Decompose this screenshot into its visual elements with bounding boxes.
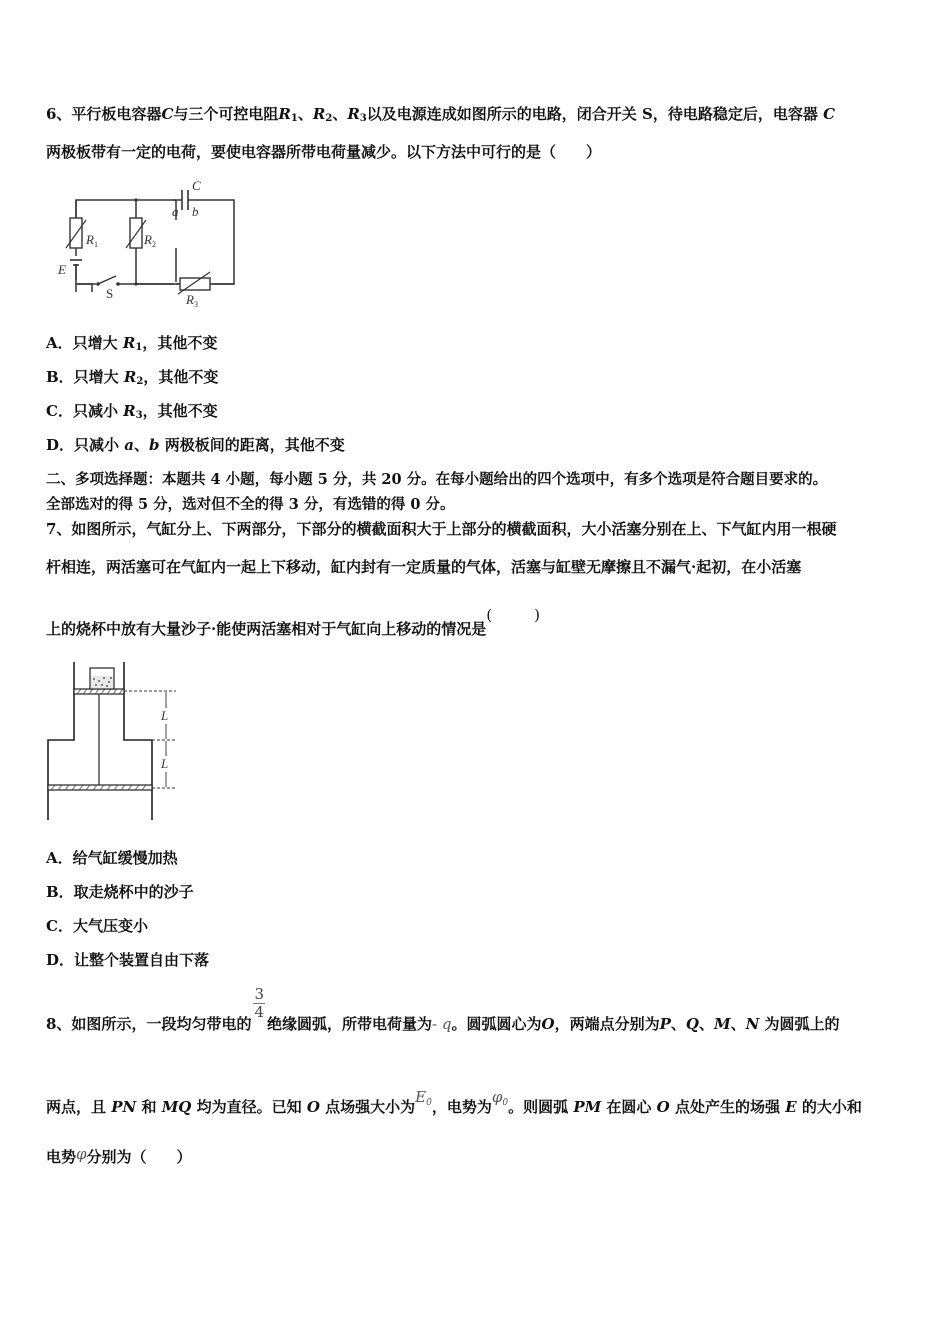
symbol-E0: $E_0$ [415,1088,432,1108]
q7-line-1: 7、如图所示，气缸分上、下两部分，下部分的横截面积大于上部分的横截面积，大小活塞分别在上、下气缸内用一根硬 [46,520,837,538]
section2-line-2: 全部选对的得 5 分，选对但不全的得 3 分，有选错的得 0 分。 [46,496,455,513]
q8-line-2: 两点，且 PN 和 MQ 均为直径。已知 O 点场强大小为$E_0$，电势为$\varphi_0$。则圆弧 PM 在圆心 O 点处产生的场强 E 的大小和 [46,1088,862,1116]
q7-option-b: B．取走烧杯中的沙子 [46,883,194,901]
label-b: b [192,204,199,219]
cylinder-left-wall [48,662,74,820]
q7-option-d: D．让整个装置自由下落 [46,951,210,969]
node-bottom [134,282,137,285]
section2-line-1: 二、多项选择题：本题共 4 小题，每小题 5 分，共 20 分。在每小题给出的四个选项中，有多个选项是符合题目要求的。 [46,471,828,488]
cylinder-right-wall [124,662,152,820]
label-a: a [172,204,179,219]
node-top [134,198,137,201]
label-R1: $R_1$ [86,232,98,249]
symbol-phi0: $\varphi_0$ [491,1088,509,1108]
q8-line-3: 电势φ分别为（ ） [46,1145,192,1166]
q7-option-c: C．大气压变小 [46,917,148,935]
q6-line-2: 两极板带有一定的电荷，要使电容器所带电荷量减少。以下方法中可行的是（ ） [46,143,602,161]
label-L-lower: L [161,756,169,771]
q7-cylinder-figure [44,658,194,824]
lower-piston [48,785,152,790]
q8-line-1: 8、如图所示，一段均匀带电的 $\frac{3}{4}$ 绝缘圆弧，所带电荷量为- q。圆弧圆心为O，两端点分别为P、Q、M、N 为圆弧上的 [46,985,840,1033]
q6-line-1: 6、平行板电容器C与三个可控电阻$R_1$、$R_2$、$R_3$以及电源连成如图所示的电路，闭合开关 S，待电路稳定后，电容器 C [46,105,836,124]
resistor-r3 [180,278,210,290]
switch-wire-left [76,265,96,284]
q6-option-d: D．只减小 a、b 两极板间的距离，其他不变 [46,436,345,454]
fraction-three-quarters: $\frac{3}{4}$ [254,985,264,1021]
label-R2: $R_2$ [144,232,156,249]
q6-circuit-figure [44,172,244,312]
label-S: S [106,286,114,301]
q7-option-a: A．给气缸缓慢加热 [46,849,178,867]
label-L-upper: L [161,708,169,723]
q7-line-2: 杆相连，两活塞可在气缸内一起上下移动，缸内封有一定质量的气体，活塞与缸壁无摩擦且不漏气·起初，在小活塞 [46,558,802,576]
label-C: C [192,178,201,193]
q7-line-3: 上的烧杯中放有大量沙子·能使两活塞相对于气缸向上移动的情况是( ) [46,606,540,638]
q6-option-b: B．只增大 $R_2$，其他不变 [46,368,219,387]
symbol-phi: φ [76,1145,87,1163]
switch-blade [98,276,116,284]
q6-option-a: A．只增大 $R_1$，其他不变 [46,334,218,353]
label-E: E [58,262,66,277]
label-R3: $R_3$ [186,292,198,309]
q6-option-c: C．只减小 $R_3$，其他不变 [46,402,218,421]
